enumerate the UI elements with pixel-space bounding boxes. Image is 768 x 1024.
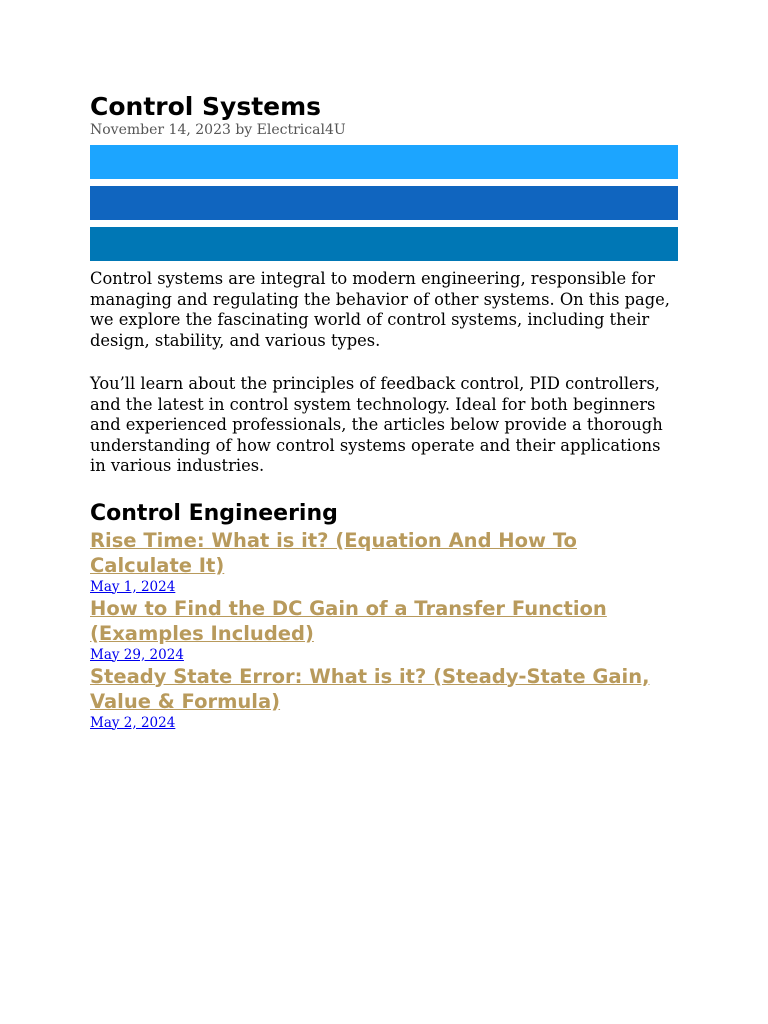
article-item (90, 664, 678, 732)
article-item (90, 596, 678, 664)
article-title-link[interactable]: Steady State Error: What is it? (Steady-State Gain, Value & Formula) (90, 664, 650, 713)
article-date-link[interactable]: May 2, 2024 (90, 714, 176, 731)
post-meta: November 14, 2023 by Electrical4U (90, 122, 346, 138)
article-date-link[interactable]: May 1, 2024 (90, 578, 176, 595)
article-title-link[interactable]: Rise Time: What is it? (Equation And How To Calculate It) (90, 528, 577, 577)
intro-paragraph-2: You’ll learn about the principles of feedback control, PID controllers, and the latest in control system technology. Ideal for both beginners and experienced professionals, the articles below provide a thorough understanding of how control systems operate and their applications in various industries. (90, 374, 663, 475)
article-item (90, 528, 678, 596)
article-title-link[interactable]: How to Find the DC Gain of a Transfer Function (Examples Included) (90, 596, 607, 645)
post-content (90, 92, 678, 732)
share-bar-3[interactable] (90, 227, 678, 261)
intro-paragraph-1: Control systems are integral to modern engineering, responsible for managing and regulating the behavior of other systems. On this page, we explore the fascinating world of control systems, including their design, stability, and various types. (90, 269, 670, 350)
article-date-link[interactable]: May 29, 2024 (90, 646, 184, 663)
share-bars (90, 145, 678, 261)
page-title: Control Systems (90, 92, 322, 121)
share-bar-1[interactable] (90, 145, 678, 179)
share-bar-2[interactable] (90, 186, 678, 220)
section-title: Control Engineering (90, 500, 338, 526)
